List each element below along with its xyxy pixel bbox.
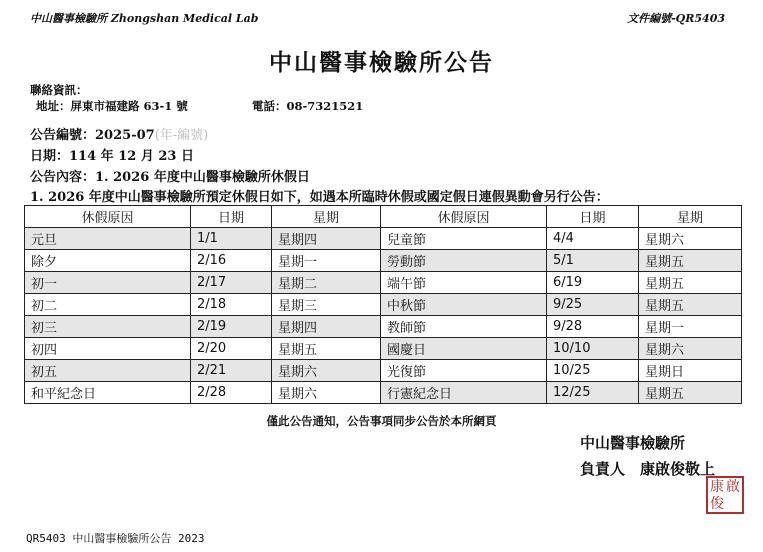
table-row xyxy=(25,272,742,294)
table-cell: 星期六 xyxy=(639,338,742,360)
header-weekday: 星期 xyxy=(639,206,742,228)
signature-org: 中山醫事檢驗所 xyxy=(580,434,686,452)
table-cell: 9/25 xyxy=(547,294,639,316)
header-left: 中山醫事檢驗所 Zhongshan Medical Lab xyxy=(30,12,259,25)
document-footer: QR5403 中山醫事檢驗所公告 2023 xyxy=(26,532,205,545)
holiday-table xyxy=(24,205,742,404)
notice-content-value: 1. 2026 年度中山醫事檢驗所休假日 xyxy=(95,170,310,185)
table-cell: 星期日 xyxy=(639,360,742,382)
table-cell: 初五 xyxy=(25,360,191,382)
table-cell: 2/18 xyxy=(191,294,272,316)
header-date: 日期 xyxy=(191,206,272,228)
notice-date-value: 114 年 12 月 23 日 xyxy=(69,149,194,164)
seal-char: 啟 xyxy=(726,479,740,495)
table-cell: 星期六 xyxy=(272,360,381,382)
table-cell: 星期三 xyxy=(272,294,381,316)
notice-number-value: 2025-07 xyxy=(95,128,155,143)
notice-date-label: 日期： xyxy=(30,149,70,164)
table-cell: 星期五 xyxy=(639,294,742,316)
table-cell: 除夕 xyxy=(25,250,191,272)
contact-phone: 電話：08-7321521 xyxy=(252,99,364,113)
table-cell: 國慶日 xyxy=(381,338,547,360)
table-cell: 5/1 xyxy=(547,250,639,272)
notice-content-label: 公告內容： xyxy=(30,170,96,185)
table-cell: 10/25 xyxy=(547,360,639,382)
table-cell: 2/21 xyxy=(191,360,272,382)
table-row xyxy=(25,294,742,316)
table-row xyxy=(25,228,742,250)
table-cell: 教師節 xyxy=(381,316,547,338)
table-cell: 和平紀念日 xyxy=(25,382,191,404)
seal-char: 俊 xyxy=(710,496,724,512)
notice-number xyxy=(30,124,208,143)
table-cell: 行憲紀念日 xyxy=(381,382,547,404)
table-cell: 元旦 xyxy=(25,228,191,250)
table-cell: 2/28 xyxy=(191,382,272,404)
table-cell: 兒童節 xyxy=(381,228,547,250)
table-cell: 初二 xyxy=(25,294,191,316)
table-cell: 9/28 xyxy=(547,316,639,338)
table-cell: 初三 xyxy=(25,316,191,338)
table-row xyxy=(25,338,742,360)
table-cell: 2/16 xyxy=(191,250,272,272)
notice-date xyxy=(30,145,194,164)
notice-item: 1. 2026 年度中山醫事檢驗所預定休假日如下，如遇本所臨時休假或國定假日連假異動會另行公告： xyxy=(30,190,609,205)
notice-number-hint: (年-編號) xyxy=(154,128,209,143)
table-cell: 1/1 xyxy=(191,228,272,250)
table-cell: 星期六 xyxy=(272,382,381,404)
table-row xyxy=(25,382,742,404)
seal-char xyxy=(725,496,741,513)
table-cell: 初一 xyxy=(25,272,191,294)
table-cell: 星期五 xyxy=(639,272,742,294)
page-title: 中山醫事檢驗所公告 xyxy=(269,49,494,76)
header-reason: 休假原因 xyxy=(381,206,547,228)
table-cell: 星期二 xyxy=(272,272,381,294)
table-cell: 星期五 xyxy=(272,338,381,360)
table-cell: 6/19 xyxy=(547,272,639,294)
table-row xyxy=(25,250,742,272)
table-cell: 2/17 xyxy=(191,272,272,294)
table-row xyxy=(25,360,742,382)
table-cell: 4/4 xyxy=(547,228,639,250)
header-weekday: 星期 xyxy=(272,206,381,228)
header-right: 文件編號-QR5403 xyxy=(627,12,725,25)
table-cell: 光復節 xyxy=(381,360,547,382)
header-reason: 休假原因 xyxy=(25,206,191,228)
signature-person: 負責人 康啟俊敬上 xyxy=(580,460,716,478)
table-cell: 星期四 xyxy=(272,228,381,250)
table-cell: 星期一 xyxy=(272,250,381,272)
table-header-row xyxy=(25,206,742,228)
table-cell: 10/10 xyxy=(547,338,639,360)
table-cell: 星期六 xyxy=(639,228,742,250)
table-cell: 12/25 xyxy=(547,382,639,404)
contact-address: 地址：屏東市福建路 63-1 號 xyxy=(36,99,188,113)
notice-number-label: 公告編號： xyxy=(30,128,96,143)
seal-char: 康 xyxy=(710,479,724,495)
table-cell: 中秋節 xyxy=(381,294,547,316)
table-cell: 初四 xyxy=(25,338,191,360)
table-cell: 星期四 xyxy=(272,316,381,338)
seal-stamp xyxy=(706,476,744,514)
header-date: 日期 xyxy=(547,206,639,228)
table-cell: 星期一 xyxy=(639,316,742,338)
table-cell: 2/20 xyxy=(191,338,272,360)
table-cell: 星期五 xyxy=(639,382,742,404)
notice-content xyxy=(30,166,310,185)
table-cell: 星期五 xyxy=(639,250,742,272)
table-cell: 端午節 xyxy=(381,272,547,294)
footer-note: 僅此公告通知，公告事項同步公告於本所網頁 xyxy=(266,414,497,428)
table-row xyxy=(25,316,742,338)
contact-label: 聯絡資訊： xyxy=(30,83,88,97)
table-cell: 2/19 xyxy=(191,316,272,338)
table-cell: 勞動節 xyxy=(381,250,547,272)
